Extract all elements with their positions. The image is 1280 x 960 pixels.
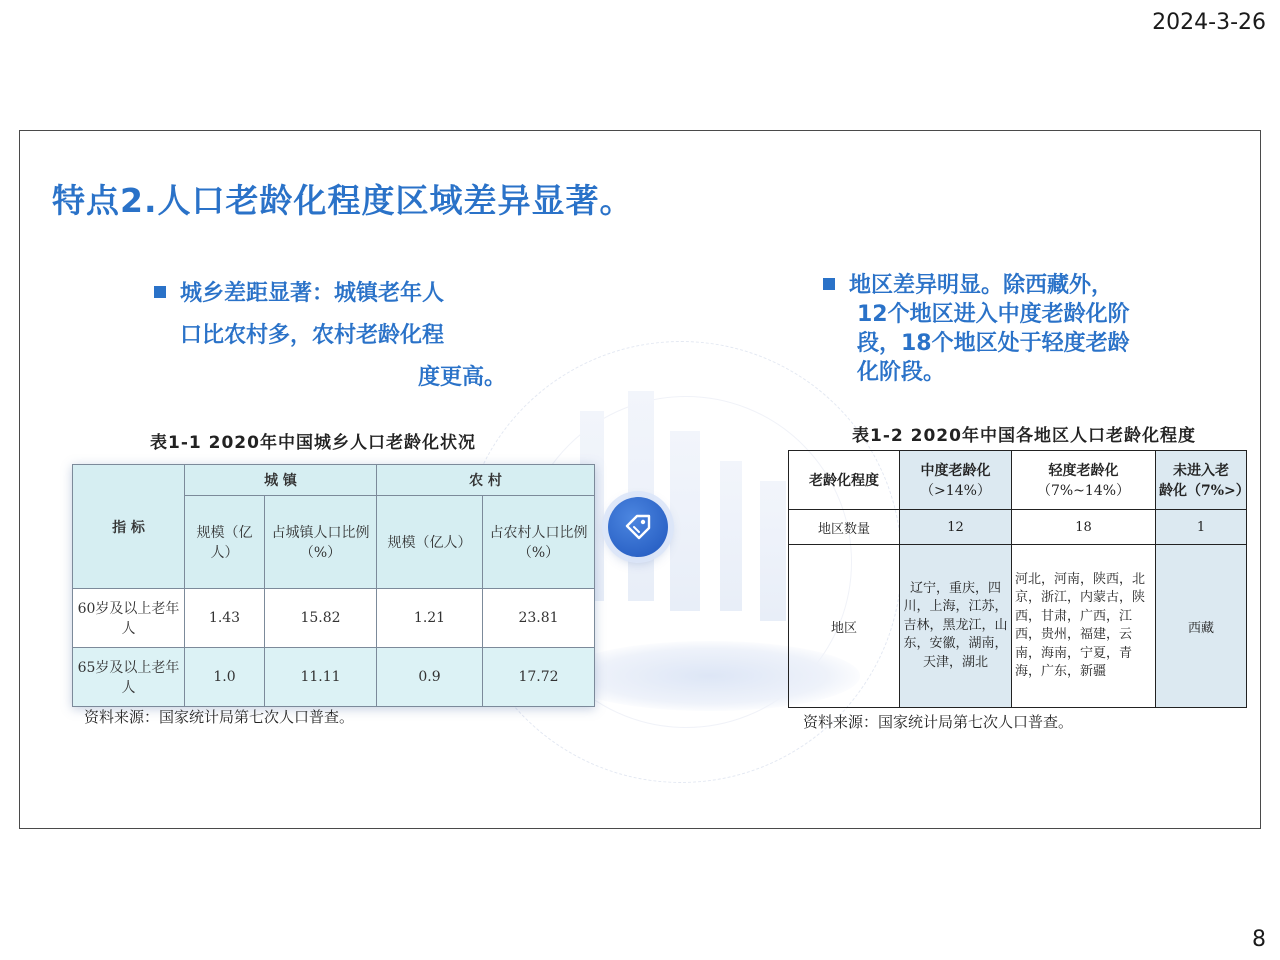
rural-ratio-cell: 23.81 [483, 589, 595, 648]
left-bullet-line2: 口比农村多，农村老龄化程 [180, 323, 445, 348]
left-bullet-line3: 度更高。 [417, 365, 506, 390]
header-urban-scale: 规模（亿人） [185, 496, 265, 589]
slide-frame [19, 130, 1261, 829]
rural-scale-cell: 1.21 [377, 589, 483, 648]
header-rural-scale: 规模（亿人） [377, 496, 483, 589]
header-mild [1012, 451, 1156, 510]
region-moderate-cell [900, 545, 1012, 708]
right-bullet-line4: 化阶段。 [857, 360, 946, 385]
header-moderate-label: 中度老龄化 [920, 463, 991, 479]
region-mild-cell [1012, 545, 1156, 708]
left-bullet-line1: 城乡差距显著：城镇老年人 [180, 281, 445, 306]
page-number: 8 [1252, 927, 1266, 952]
urban-ratio-cell: 11.11 [265, 648, 377, 707]
header-moderate-range: （>14%） [920, 483, 991, 499]
region-moderate-list: 辽宁，重庆，四川，上海，江苏，吉林，黑龙江，山东，安徽，湖南，天津，湖北 [903, 580, 1008, 670]
header-mild-label: 轻度老龄化 [1048, 463, 1119, 479]
table-row [73, 648, 595, 707]
urban-ratio-cell: 15.82 [265, 589, 377, 648]
urban-scale-cell: 1.0 [185, 648, 265, 707]
rural-scale-cell: 0.9 [377, 648, 483, 707]
table1-caption: 表1-1 2020年中国城乡人口老龄化状况 [150, 433, 476, 453]
count-moderate: 12 [900, 510, 1012, 545]
header-moderate [900, 451, 1012, 510]
regional-aging-table [788, 450, 1250, 708]
decorative-building [720, 461, 742, 611]
urban-scale-cell: 1.43 [185, 589, 265, 648]
urban-rural-aging-table [72, 464, 595, 707]
table1-source: 资料来源：国家统计局第七次人口普查。 [84, 708, 355, 726]
slide-title: 特点2.人口老龄化程度区域差异显著。 [52, 181, 634, 220]
header-indicator: 指 标 [73, 465, 185, 589]
header-none-line1: 未进入老 [1173, 463, 1229, 479]
tag-icon [608, 497, 668, 557]
left-bullet [154, 273, 514, 399]
header-none-line2: 龄化（7%>） [1159, 483, 1250, 499]
table-row [73, 589, 595, 648]
region-label: 地区 [789, 545, 900, 708]
table2-source: 资料来源：国家统计局第七次人口普查。 [803, 713, 1074, 731]
row-label: 65岁及以上老年人 [73, 648, 185, 707]
count-none: 1 [1156, 510, 1247, 545]
right-bullet-line1: 地区差异明显。除西藏外， [849, 273, 1114, 298]
rural-ratio-cell: 17.72 [483, 648, 595, 707]
row-label: 60岁及以上老年人 [73, 589, 185, 648]
right-bullet-line2: 12个地区进入中度老龄化阶 [857, 302, 1130, 327]
decorative-building [670, 431, 700, 611]
region-none: 西藏 [1156, 545, 1247, 708]
header-none [1156, 451, 1250, 510]
header-urban-ratio: 占城镇人口比例（%） [265, 496, 377, 589]
table-row [789, 545, 1247, 708]
header-urban: 城 镇 [185, 465, 377, 496]
decorative-building [760, 481, 786, 621]
date-label: 2024-3-26 [1152, 10, 1266, 35]
table-row [789, 510, 1247, 545]
header-rural-ratio: 占农村人口比例（%） [483, 496, 595, 589]
header-mild-range: （7%~14%） [1036, 483, 1131, 499]
count-mild: 18 [1012, 510, 1156, 545]
bullet-square-icon [154, 286, 166, 298]
table2-caption: 表1-2 2020年中国各地区人口老龄化程度 [852, 426, 1196, 446]
bullet-square-icon [823, 278, 835, 290]
header-rural: 农 村 [377, 465, 595, 496]
decorative-building [628, 391, 654, 601]
header-degree: 老龄化程度 [789, 451, 900, 510]
region-mild-list: 河北，河南，陕西，北京，浙江，内蒙古，陕西，甘肃，广西，江西，贵州，福建，云南，海南，宁夏，青海，广东，新疆 [1015, 571, 1146, 679]
right-bullet-line3: 段，18个地区处于轻度老龄 [857, 331, 1130, 356]
count-label: 地区数量 [789, 510, 900, 545]
right-bullet [823, 271, 1183, 387]
